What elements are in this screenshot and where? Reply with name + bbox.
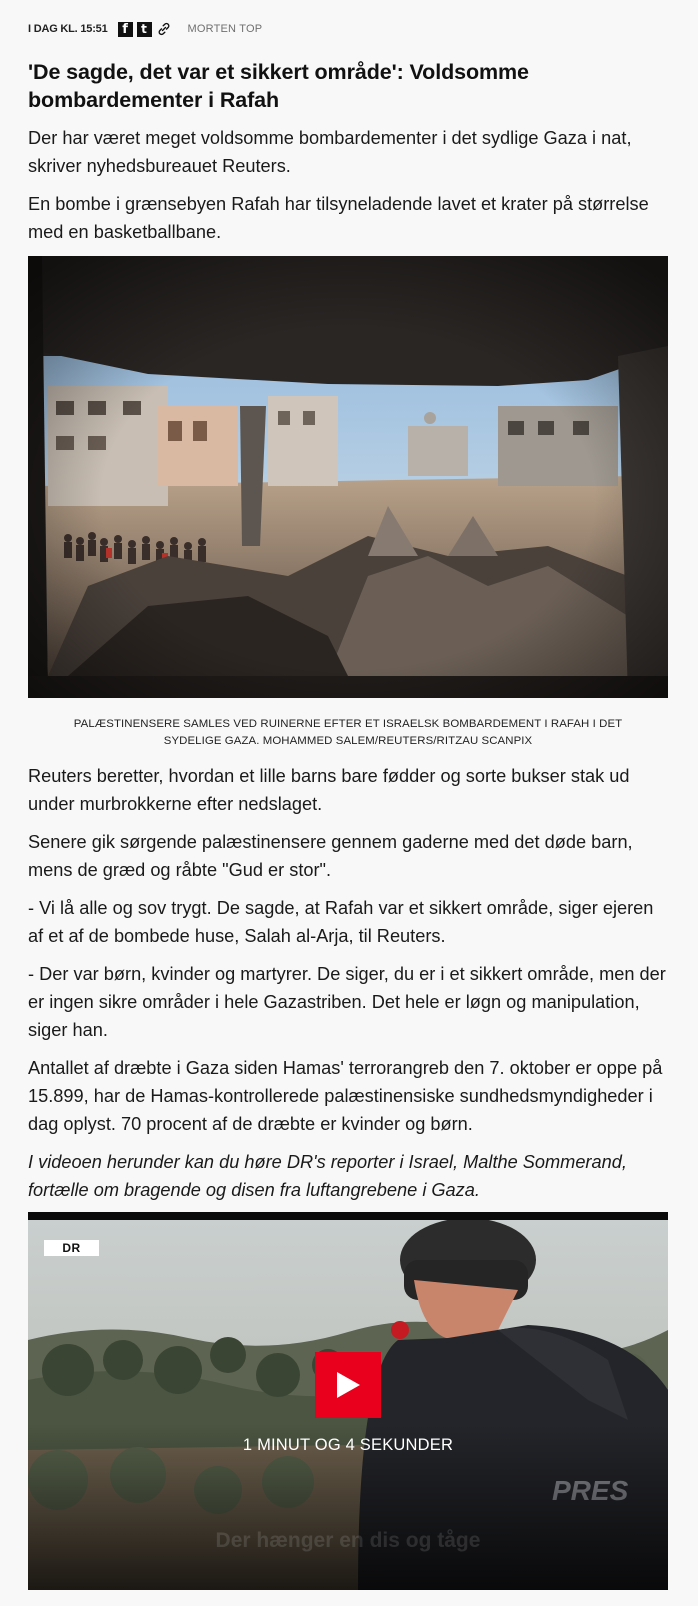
paragraph: En bombe i grænsebyen Rafah har tilsyneladende lavet et krater på størrelse med en basketballbane. <box>28 194 649 242</box>
paragraph: Senere gik sørgende palæstinensere gennem gaderne med det døde barn, mens de græd og råbte "Gud er stor". <box>28 832 633 880</box>
paragraph: - Der var børn, kvinder og martyrer. De siger, du er i et sikkert område, men der er ingen sikre områder i hele Gazastriben. Det hele er løgn og manipulation, siger han. <box>28 964 666 1040</box>
link-icon[interactable] <box>156 21 172 37</box>
dr-logo: DR <box>44 1240 99 1256</box>
video-duration: 1 MINUT OG 4 SEKUNDER <box>242 1436 454 1454</box>
video-player[interactable] <box>28 1212 668 1590</box>
paragraph: Reuters beretter, hvordan et lille barns bare fødder og sorte bukser stak ud under murbrokkerne efter nedslaget. <box>28 766 630 814</box>
article-photo <box>28 256 668 698</box>
article-headline: 'De sagde, det var et sikkert område': Voldsomme bombardementer i Rafah <box>28 60 529 112</box>
play-icon <box>334 1370 362 1400</box>
video-top-bar <box>28 1212 668 1220</box>
author-name[interactable]: MORTEN TOP <box>187 23 263 35</box>
facebook-icon[interactable]: f <box>118 22 133 37</box>
twitter-icon[interactable]: t <box>137 22 152 37</box>
video-subtitle: Der hænger en dis og tåge <box>215 1529 481 1552</box>
paragraph: Der har været meget voldsomme bombardementer i det sydlige Gaza i nat, skriver nyhedsbureauet Reuters. <box>28 128 632 176</box>
paragraph: - Vi lå alle og sov trygt. De sagde, at Rafah var et sikkert område, siger ejeren af et af de bombede huse, Salah al-Arja, til Reuters. <box>28 898 654 946</box>
video-intro: I videoen herunder kan du høre DR's reporter i Israel, Malthe Sommerand, fortælle om bragende og disen fra luftangrebene i Gaza. <box>28 1152 627 1200</box>
publish-time: I DAG KL. 15:51 <box>28 23 108 35</box>
article-meta <box>28 20 262 38</box>
paragraph: Antallet af dræbte i Gaza siden Hamas' terrorangreb den 7. oktober er oppe på 15.899, har de Hamas-kontrollerede palæstinensiske sundhedsmyndigheder i dag oplyst. 70 procent af de dræbte er kvinder og børn. <box>28 1058 663 1134</box>
share-bar <box>118 21 172 37</box>
play-button[interactable] <box>315 1352 381 1418</box>
photo-caption: PALÆSTINENSERE SAMLES VED RUINERNE EFTER ET ISRAELSK BOMBARDEMENT I RAFAH I DET SYDELIGE GAZA. MOHAMMED SALEM/REUTERS/RITZAU SCANPIX <box>73 718 623 747</box>
rubble-photo-illustration <box>28 256 668 698</box>
